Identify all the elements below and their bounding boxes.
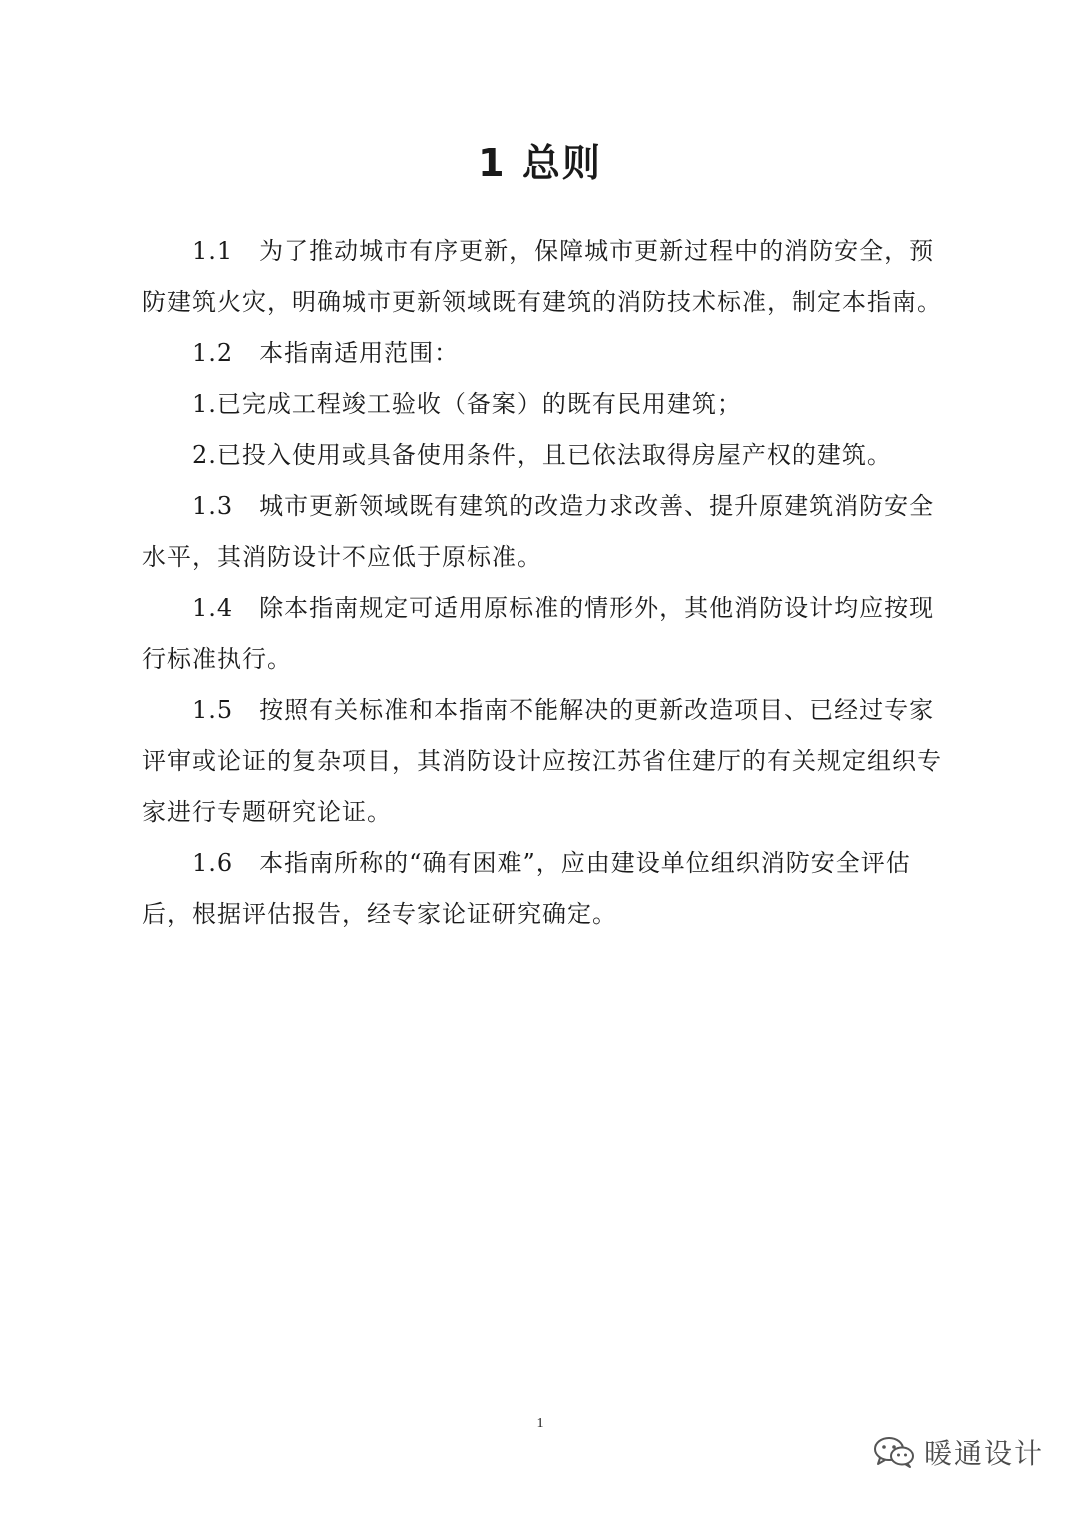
scope-item-1 — [142, 379, 942, 430]
wechat-icon — [872, 1435, 916, 1469]
watermark — [872, 1432, 1044, 1472]
clause-1-6 — [142, 838, 942, 940]
clause-1-3 — [142, 481, 942, 583]
scope-item-text: 1.已完成工程竣工验收（备案）的既有民用建筑； — [192, 390, 742, 418]
clause-text: 按照有关标准和本指南不能解决的更新改造项目、已经过专家评审或论证的复杂项目，其消防设计应按江苏省住建厅的有关规定组织专家进行专题研究论证。 — [142, 696, 942, 826]
clause-number: 1.2 — [192, 339, 234, 367]
clause-number: 1.4 — [192, 594, 234, 622]
clause-text: 本指南适用范围： — [259, 339, 460, 367]
scope-item-2 — [142, 430, 942, 481]
clause-text: 为了推动城市有序更新，保障城市更新过程中的消防安全，预防建筑火灾，明确城市更新领域既有建筑的消防技术标准，制定本指南。 — [142, 237, 942, 316]
clause-number: 1.3 — [192, 492, 234, 520]
clause-number: 1.5 — [192, 696, 234, 724]
watermark-text: 暖通设计 — [923, 1437, 1044, 1470]
clause-1-5 — [142, 685, 942, 838]
page-number: 1 — [536, 1416, 544, 1431]
clause-text: 除本指南规定可适用原标准的情形外，其他消防设计均应按现行标准执行。 — [142, 594, 935, 673]
clause-number: 1.1 — [192, 237, 234, 265]
clause-1-1 — [142, 226, 942, 328]
clause-number: 1.6 — [192, 849, 234, 877]
document-body — [142, 226, 942, 940]
page-title: 1 总则 — [478, 141, 602, 185]
clause-text: 城市更新领域既有建筑的改造力求改善、提升原建筑消防安全水平，其消防设计不应低于原标准。 — [142, 492, 935, 571]
clause-1-4 — [142, 583, 942, 685]
clause-text: 本指南所称的“确有困难”，应由建设单位组织消防安全评估后，根据评估报告，经专家论证研究确定。 — [142, 849, 911, 928]
clause-1-2 — [142, 328, 942, 379]
scope-item-text: 2.已投入使用或具备使用条件，且已依法取得房屋产权的建筑。 — [192, 441, 892, 469]
